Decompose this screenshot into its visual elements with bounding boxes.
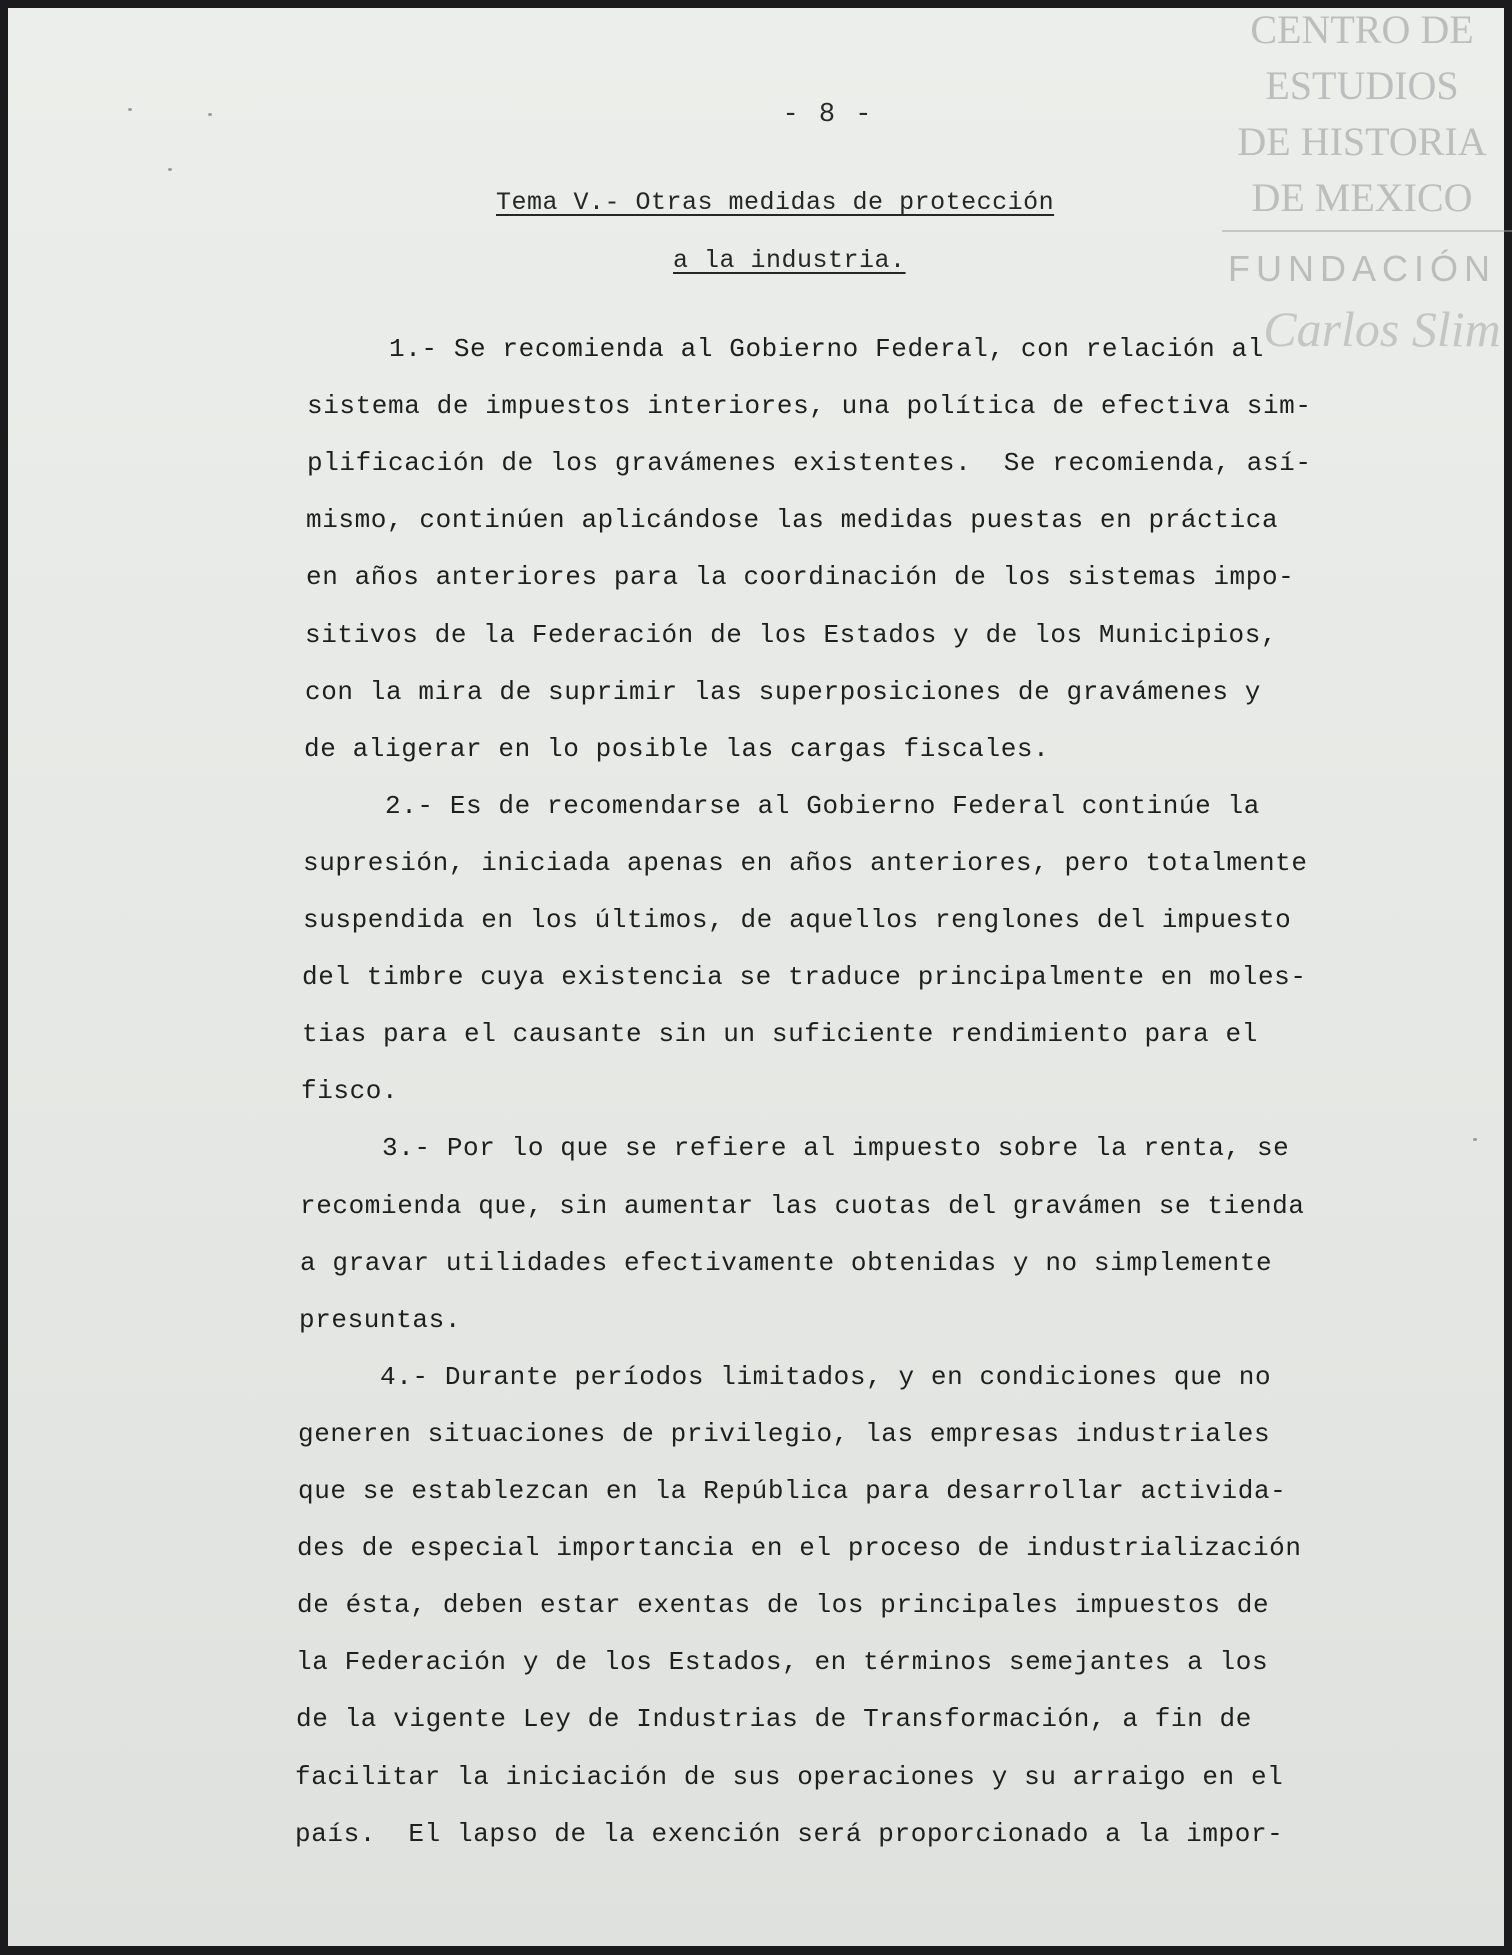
body-text-line: recomienda que, sin aumentar las cuotas del gravámen se tienda	[300, 1191, 1305, 1221]
body-text-line: con la mira de suprimir las superposiciones de gravámenes y	[305, 677, 1261, 707]
body-text-line: plificación de los gravámenes existentes. Se recomienda, así-	[307, 448, 1312, 478]
watermark-foundation: FUNDACIÓN	[1228, 248, 1496, 289]
body-text-line: del timbre cuya existencia se traduce principalmente en moles-	[302, 962, 1307, 992]
body-text-line: suspendida en los últimos, de aquellos renglones del impuesto	[303, 905, 1292, 935]
body-text-line: a gravar utilidades efectivamente obtenidas y no simplemente	[300, 1248, 1273, 1278]
watermark-line: DE HISTORIA	[1237, 119, 1487, 164]
body-text-line: 4.- Durante períodos limitados, y en condiciones que no	[299, 1362, 1272, 1392]
watermark-divider	[1222, 230, 1512, 232]
page-number: - 8 -	[782, 100, 874, 130]
body-text-line: 1.- Se recomienda al Gobierno Federal, con relación al	[308, 334, 1264, 364]
body-text-line: sistema de impuestos interiores, una política de efectiva sim-	[307, 391, 1312, 421]
body-text-line: de aligerar en lo posible las cargas fiscales.	[304, 734, 1050, 764]
body-text-line: fisco.	[301, 1076, 399, 1106]
watermark-line: ESTUDIOS	[1265, 63, 1459, 108]
body-text-line: que se establezcan en la República para desarrollar activida-	[298, 1476, 1287, 1506]
paper-speck	[1473, 1138, 1477, 1141]
body-text-line: país. El lapso de la exención será proporcionado a la impor-	[295, 1819, 1284, 1849]
watermark-signature: Carlos Slim	[1263, 301, 1501, 357]
body-text-line: tias para el causante sin un suficiente rendimiento para el	[302, 1019, 1258, 1049]
body-text-line: en años anteriores para la coordinación de los sistemas impo-	[306, 562, 1295, 592]
body-text-line: de ésta, deben estar exentas de los principales impuestos de	[297, 1590, 1270, 1620]
body-text-line: generen situaciones de privilegio, las empresas industriales	[298, 1419, 1271, 1449]
body-text-line: des de especial importancia en el proceso de industrialización	[297, 1533, 1302, 1563]
body-text-line: facilitar la iniciación de sus operaciones y su arraigo en el	[295, 1762, 1284, 1792]
section-title-line-2: a la industria.	[673, 246, 906, 275]
body-text-line: presuntas.	[299, 1305, 462, 1335]
body-text-line: sitivos de la Federación de los Estados y de los Municipios,	[305, 620, 1278, 650]
section-title-line-1: Tema V.- Otras medidas de protección	[496, 188, 1055, 217]
body-text-line: la Federación y de los Estados, en términos semejantes a los	[296, 1647, 1269, 1677]
body-text-line: 2.- Es de recomendarse al Gobierno Federal continúe la	[304, 791, 1260, 821]
body-text-line: mismo, continúen aplicándose las medidas puestas en práctica	[306, 505, 1279, 535]
body-text-line: de la vigente Ley de Industrias de Transformación, a fin de	[296, 1704, 1252, 1734]
watermark-line: CENTRO DE	[1250, 7, 1474, 52]
body-text-line: supresión, iniciada apenas en años anteriores, pero totalmente	[303, 848, 1308, 878]
watermark-line: DE MEXICO	[1251, 175, 1473, 220]
body-text-line: 3.- Por lo que se refiere al impuesto sobre la renta, se	[301, 1133, 1290, 1163]
paper-speck	[168, 168, 172, 171]
archive-watermark	[1212, 0, 1512, 380]
